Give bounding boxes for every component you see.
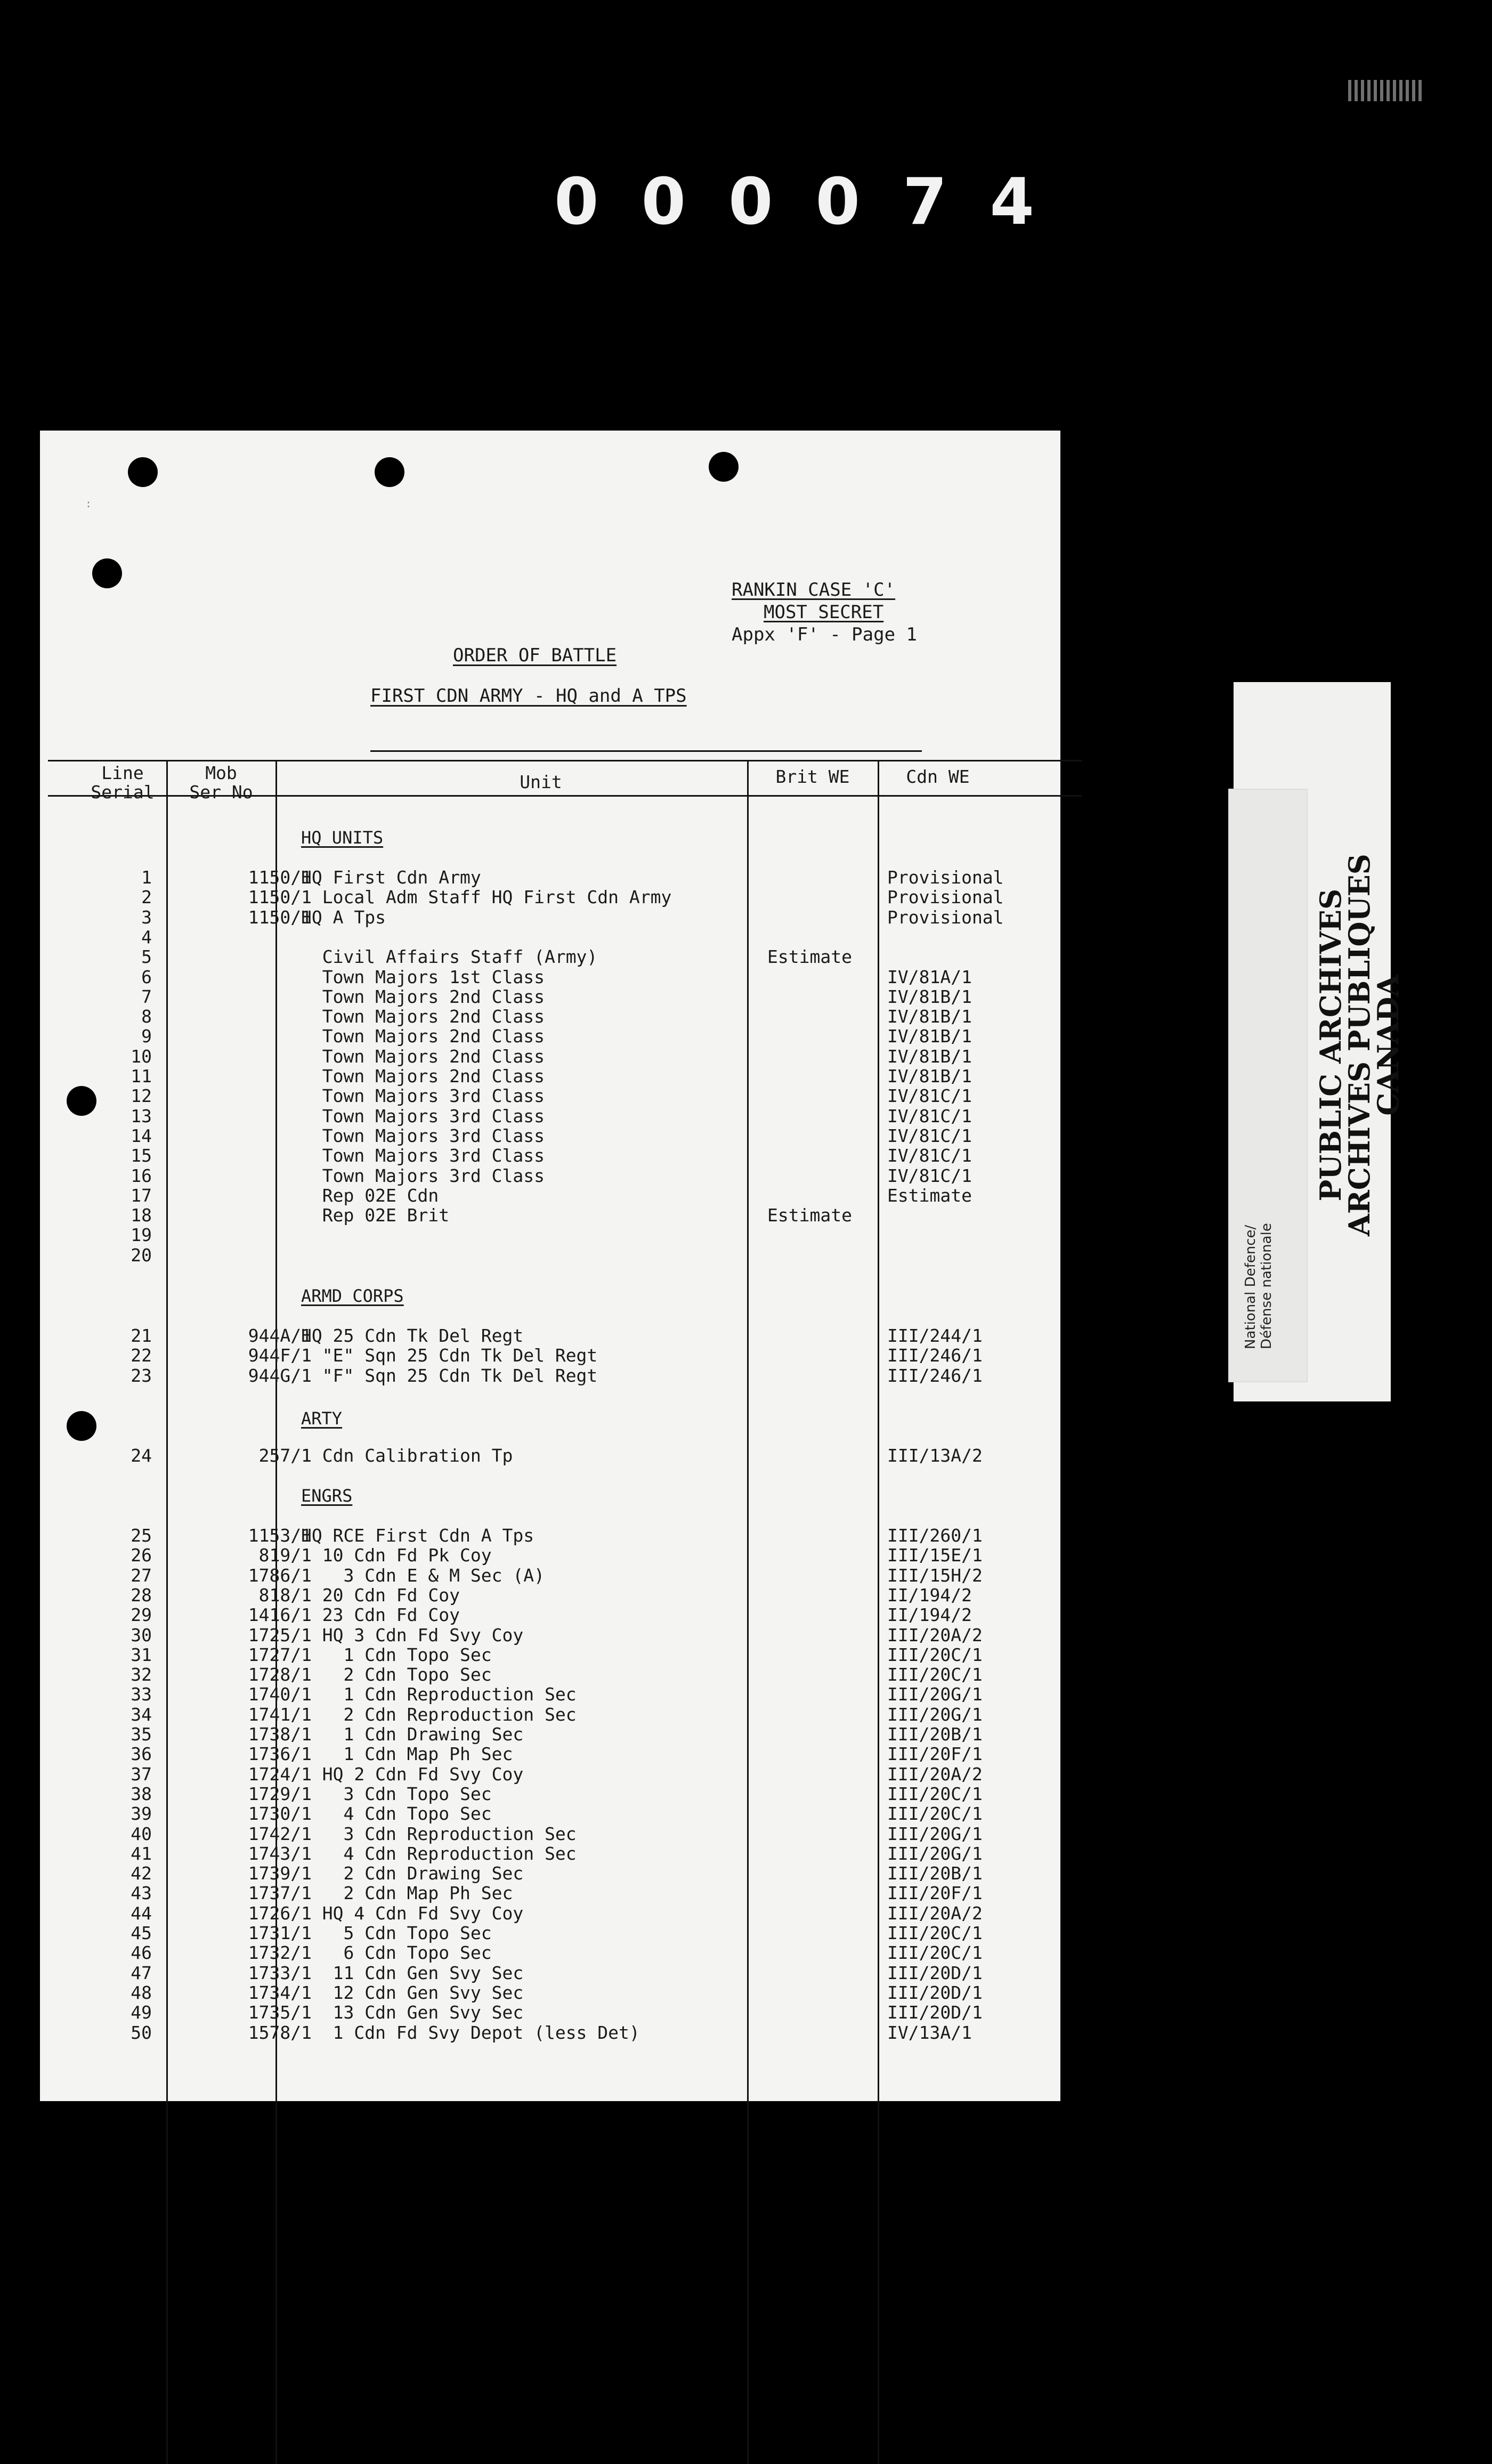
table-row: [40, 1545, 1060, 1565]
punch-hole: [128, 457, 158, 487]
table-row: [40, 1446, 1060, 1465]
cdn-we: Provisional: [887, 867, 1004, 888]
mob-ser-no: 944A/1: [248, 1325, 312, 1346]
cdn-we: IV/81B/1: [887, 1066, 972, 1087]
archive-name-2: ARCHIVES PUBLIQUES: [1342, 854, 1376, 1236]
table-row: [40, 1883, 1060, 1903]
unit-name: Town Majors 2nd Class: [301, 1066, 545, 1087]
table-row: [40, 1605, 1060, 1625]
cdn-we: III/20A/2: [887, 1764, 983, 1785]
table-row: [40, 1205, 1060, 1225]
line-serial: 18: [131, 1205, 152, 1226]
line-serial: 8: [141, 1006, 152, 1027]
header-cdn-we: Cdn WE: [906, 766, 970, 787]
cdn-we: IV/13A/1: [887, 2022, 972, 2043]
mob-ser-no: 1740/1: [248, 1684, 312, 1705]
line-serial: 26: [131, 1545, 152, 1566]
document-subtitle: FIRST CDN ARMY - HQ and A TPS: [370, 685, 687, 707]
table-row: [40, 1346, 1060, 1365]
line-serial: 16: [131, 1165, 152, 1186]
archive-name-1: PUBLIC ARCHIVES: [1313, 888, 1348, 1202]
unit-name: HQ First Cdn Army: [301, 867, 481, 888]
cdn-we: IV/81B/1: [887, 986, 972, 1007]
section-heading: ARTY: [301, 1408, 343, 1429]
unit-name: 2 Cdn Reproduction Sec: [301, 1704, 577, 1725]
line-serial: 32: [131, 1664, 152, 1685]
unit-name: Town Majors 3rd Class: [301, 1085, 545, 1106]
table-top-rule: [370, 750, 922, 752]
table-row: [40, 1146, 1060, 1165]
punch-hole: [67, 1411, 96, 1441]
unit-name: Town Majors 3rd Class: [301, 1125, 545, 1146]
header-mob-ser-no: [168, 764, 274, 802]
header-rule: [48, 760, 1082, 761]
cdn-we: IV/81C/1: [887, 1106, 972, 1126]
table-row: [40, 1245, 1060, 1265]
table-row: [40, 1225, 1060, 1245]
cdn-we: III/20C/1: [887, 1644, 983, 1665]
line-serial: 37: [131, 1764, 152, 1785]
cdn-we: III/20B/1: [887, 1724, 983, 1745]
mob-ser-no: 1727/1: [248, 1644, 312, 1665]
unit-name: 1 Cdn Topo Sec: [301, 1644, 492, 1665]
table-row: [40, 967, 1060, 987]
archive-label-tab: [1228, 789, 1308, 1382]
line-serial: 2: [141, 887, 152, 907]
case-name: RANKIN CASE 'C': [732, 579, 896, 601]
mob-ser-no: 1416/1: [248, 1604, 312, 1625]
mob-ser-no: 1150/1: [248, 887, 312, 907]
table-row: [40, 1923, 1060, 1943]
unit-name: 10 Cdn Fd Pk Coy: [301, 1545, 492, 1566]
mob-ser-no: 1737/1: [248, 1883, 312, 1903]
unit-name: Town Majors 1st Class: [301, 967, 545, 987]
unit-name: 6 Cdn Topo Sec: [301, 1942, 492, 1963]
table-row: [40, 1844, 1060, 1863]
cdn-we: III/20A/2: [887, 1625, 983, 1646]
line-serial: 30: [131, 1625, 152, 1646]
table-row: [40, 1126, 1060, 1146]
line-serial: 3: [141, 907, 152, 928]
line-serial: 42: [131, 1863, 152, 1884]
mob-ser-no: 818/1: [258, 1585, 312, 1606]
table-row: [40, 1963, 1060, 1983]
unit-name: Rep 02E Brit: [301, 1205, 450, 1226]
table-row: [40, 1066, 1060, 1086]
header-line-serial-1: Line: [101, 763, 144, 783]
line-serial: 36: [131, 1744, 152, 1764]
unit-name: HQ A Tps: [301, 907, 386, 928]
unit-name: Town Majors 2nd Class: [301, 1026, 545, 1047]
table-row: [40, 1047, 1060, 1066]
line-serial: 1: [141, 867, 152, 888]
cdn-we: IV/81C/1: [887, 1165, 972, 1186]
cdn-we: IV/81B/1: [887, 1026, 972, 1047]
unit-name: Rep 02E Cdn: [301, 1185, 439, 1206]
mob-ser-no: 1578/1: [248, 2022, 312, 2043]
table-row: [40, 1863, 1060, 1883]
unit-name: HQ RCE First Cdn A Tps: [301, 1525, 534, 1546]
unit-name: "F" Sqn 25 Cdn Tk Del Regt: [301, 1365, 598, 1386]
table-row: [40, 1744, 1060, 1764]
line-serial: 33: [131, 1684, 152, 1705]
brit-we: Estimate: [767, 1205, 852, 1226]
department-line-1: National Defence/: [1243, 1225, 1259, 1349]
table-row: [40, 1705, 1060, 1724]
line-serial: 43: [131, 1883, 152, 1903]
header-mob-2: Ser No: [189, 782, 253, 803]
table-row: [40, 1566, 1060, 1585]
table-row: [40, 1625, 1060, 1645]
unit-name: 4 Cdn Reproduction Sec: [301, 1843, 577, 1864]
cdn-we: III/244/1: [887, 1325, 983, 1346]
unit-name: 20 Cdn Fd Coy: [301, 1585, 460, 1606]
line-serial: 25: [131, 1525, 152, 1546]
table-row: [40, 1086, 1060, 1106]
line-serial: 44: [131, 1903, 152, 1924]
line-serial: 5: [141, 946, 152, 967]
table-row: [40, 1326, 1060, 1346]
cdn-we: IV/81A/1: [887, 967, 972, 987]
section-heading: HQ UNITS: [301, 828, 384, 848]
table-row: [40, 1366, 1060, 1385]
unit-name: 3 Cdn E & M Sec (A): [301, 1565, 545, 1586]
header-brit-we: Brit WE: [775, 766, 850, 787]
line-serial: 39: [131, 1803, 152, 1824]
line-serial: 11: [131, 1066, 152, 1087]
mob-ser-no: 1730/1: [248, 1803, 312, 1824]
cdn-we: III/20D/1: [887, 1963, 983, 1983]
line-serial: 40: [131, 1823, 152, 1844]
table-row: [40, 1684, 1060, 1704]
mob-ser-no: 1726/1: [248, 1903, 312, 1924]
table-row: [40, 868, 1060, 887]
mob-ser-no: 1731/1: [248, 1923, 312, 1943]
cdn-we: III/246/1: [887, 1365, 983, 1386]
cdn-we: III/20C/1: [887, 1923, 983, 1943]
unit-name: 1 Cdn Drawing Sec: [301, 1724, 524, 1745]
table-row: [40, 1903, 1060, 1923]
header-line-serial: [77, 764, 168, 802]
table-row: [40, 1585, 1060, 1605]
line-serial: 15: [131, 1145, 152, 1166]
unit-name: 1 Cdn Calibration Tp: [301, 1445, 513, 1466]
table-row: [40, 1764, 1060, 1784]
mob-ser-no: 1786/1: [248, 1565, 312, 1586]
cdn-we: III/20C/1: [887, 1942, 983, 1963]
unit-name: Town Majors 2nd Class: [301, 986, 545, 1007]
line-serial: 10: [131, 1046, 152, 1067]
table-row: [40, 1645, 1060, 1665]
line-serial: 14: [131, 1125, 152, 1146]
header-line-serial-2: Serial: [91, 782, 155, 803]
mob-ser-no: 1733/1: [248, 1963, 312, 1983]
table-row: [40, 1824, 1060, 1844]
cdn-we: Provisional: [887, 887, 1004, 907]
archive-name: [1313, 854, 1405, 1236]
cdn-we: II/194/2: [887, 1585, 972, 1606]
line-serial: 20: [131, 1245, 152, 1266]
classification-block: [732, 579, 917, 646]
line-serial: 13: [131, 1106, 152, 1126]
line-serial: 4: [141, 927, 152, 947]
section-heading: ARMD CORPS: [301, 1286, 404, 1306]
cdn-we: III/20C/1: [887, 1803, 983, 1824]
cdn-we: II/194/2: [887, 1604, 972, 1625]
punch-hole: [92, 558, 122, 588]
cdn-we: III/20B/1: [887, 1863, 983, 1884]
unit-name: 1 Cdn Fd Svy Depot (less Det): [301, 2022, 640, 2043]
table-row: [40, 1724, 1060, 1744]
unit-name: 1 Cdn Map Ph Sec: [301, 1744, 513, 1764]
cdn-we: III/20D/1: [887, 2002, 983, 2023]
line-serial: 47: [131, 1963, 152, 1983]
document-sheet: [40, 431, 1060, 2101]
mob-ser-no: 257/1: [258, 1445, 312, 1466]
department-name: [1243, 1223, 1275, 1349]
line-serial: 19: [131, 1225, 152, 1245]
mob-ser-no: 1742/1: [248, 1823, 312, 1844]
line-serial: 45: [131, 1923, 152, 1943]
unit-name: HQ 4 Cdn Fd Svy Coy: [301, 1903, 524, 1924]
table-row: [40, 1526, 1060, 1545]
brit-we: Estimate: [767, 946, 852, 967]
mob-ser-no: 819/1: [258, 1545, 312, 1566]
cdn-we: III/15E/1: [887, 1545, 983, 1566]
line-serial: 17: [131, 1185, 152, 1206]
line-serial: 22: [131, 1345, 152, 1366]
cdn-we: III/260/1: [887, 1525, 983, 1546]
mob-ser-no: 1725/1: [248, 1625, 312, 1646]
cdn-we: III/20G/1: [887, 1684, 983, 1705]
cdn-we: III/20C/1: [887, 1784, 983, 1804]
mob-ser-no: 1153/1: [248, 1525, 312, 1546]
line-serial: 24: [131, 1445, 152, 1466]
unit-name: 2 Cdn Topo Sec: [301, 1664, 492, 1685]
table-row: [40, 1106, 1060, 1126]
cdn-we: Estimate: [887, 1185, 972, 1206]
appendix-reference: Appx 'F' - Page 1: [732, 624, 917, 645]
cdn-we: IV/81C/1: [887, 1085, 972, 1106]
line-serial: 21: [131, 1325, 152, 1346]
table-row: [40, 947, 1060, 967]
cdn-we: III/20F/1: [887, 1744, 983, 1764]
line-serial: 50: [131, 2022, 152, 2043]
line-serial: 28: [131, 1585, 152, 1606]
line-serial: 9: [141, 1026, 152, 1047]
archive-name-3: CANADA: [1371, 974, 1405, 1116]
line-serial: 49: [131, 2002, 152, 2023]
line-serial: 12: [131, 1085, 152, 1106]
header-unit: Unit: [520, 772, 562, 792]
mob-ser-no: 1732/1: [248, 1942, 312, 1963]
line-serial: 6: [141, 967, 152, 987]
cdn-we: III/20C/1: [887, 1664, 983, 1685]
mob-ser-no: 1743/1: [248, 1843, 312, 1864]
unit-name: 3 Cdn Reproduction Sec: [301, 1823, 577, 1844]
punch-hole: [375, 457, 404, 487]
unit-name: HQ 25 Cdn Tk Del Regt: [301, 1325, 524, 1346]
cdn-we: IV/81C/1: [887, 1145, 972, 1166]
table-row: [40, 1186, 1060, 1205]
table-row: [40, 987, 1060, 1007]
mob-ser-no: 1736/1: [248, 1744, 312, 1764]
document-title: ORDER OF BATTLE: [453, 645, 617, 666]
mob-ser-no: 1735/1: [248, 2002, 312, 2023]
unit-name: Civil Affairs Staff (Army): [301, 946, 598, 967]
table-row: [40, 1026, 1060, 1046]
line-serial: 46: [131, 1942, 152, 1963]
line-serial: 31: [131, 1644, 152, 1665]
unit-name: 2 Cdn Map Ph Sec: [301, 1883, 513, 1903]
unit-name: 4 Cdn Topo Sec: [301, 1803, 492, 1824]
stray-mark: :: [85, 497, 92, 510]
mob-ser-no: 1150/1: [248, 867, 312, 888]
mob-ser-no: 944G/1: [248, 1365, 312, 1386]
mob-ser-no: 1741/1: [248, 1704, 312, 1725]
section-heading: ENGRS: [301, 1486, 353, 1506]
table-row: [40, 1784, 1060, 1804]
frame-number: 000074: [554, 165, 1077, 239]
cdn-we: IV/81B/1: [887, 1006, 972, 1027]
table-row: [40, 1804, 1060, 1823]
table-row: [40, 927, 1060, 947]
table-row: [40, 1983, 1060, 2003]
cdn-we: III/15H/2: [887, 1565, 983, 1586]
unit-name: 23 Cdn Fd Coy: [301, 1604, 460, 1625]
unit-name: Local Adm Staff HQ First Cdn Army: [301, 887, 672, 907]
mob-ser-no: 1728/1: [248, 1664, 312, 1685]
cdn-we: III/20F/1: [887, 1883, 983, 1903]
table-row: [40, 2003, 1060, 2022]
line-serial: 34: [131, 1704, 152, 1725]
cdn-we: Provisional: [887, 907, 1004, 928]
unit-name: 3 Cdn Topo Sec: [301, 1784, 492, 1804]
mob-ser-no: 1729/1: [248, 1784, 312, 1804]
table-row: [40, 907, 1060, 927]
table-row: [40, 2023, 1060, 2042]
mob-ser-no: 1739/1: [248, 1863, 312, 1884]
mob-ser-no: 1150/1: [248, 907, 312, 928]
table-row: [40, 1665, 1060, 1684]
cdn-we: III/20G/1: [887, 1843, 983, 1864]
unit-name: Town Majors 2nd Class: [301, 1046, 545, 1067]
classification: MOST SECRET: [764, 602, 884, 623]
cdn-we: III/246/1: [887, 1345, 983, 1366]
cdn-we: III/20G/1: [887, 1704, 983, 1725]
unit-name: 1 Cdn Reproduction Sec: [301, 1684, 577, 1705]
unit-name: 12 Cdn Gen Svy Sec: [301, 1982, 524, 2003]
header-mob-1: Mob: [205, 763, 237, 783]
mob-ser-no: 1724/1: [248, 1764, 312, 1785]
table-row: [40, 887, 1060, 907]
cdn-we: III/20D/1: [887, 1982, 983, 2003]
line-serial: 48: [131, 1982, 152, 2003]
table-row: [40, 1166, 1060, 1186]
unit-name: Town Majors 3rd Class: [301, 1106, 545, 1126]
unit-name: HQ 2 Cdn Fd Svy Coy: [301, 1764, 524, 1785]
unit-name: 2 Cdn Drawing Sec: [301, 1863, 524, 1884]
unit-name: HQ 3 Cdn Fd Svy Coy: [301, 1625, 524, 1646]
mob-ser-no: 1734/1: [248, 1982, 312, 2003]
department-line-2: Défense nationale: [1259, 1223, 1275, 1349]
line-serial: 41: [131, 1843, 152, 1864]
cdn-we: III/13A/2: [887, 1445, 983, 1466]
unit-name: 5 Cdn Topo Sec: [301, 1923, 492, 1943]
unit-name: Town Majors 2nd Class: [301, 1006, 545, 1027]
cdn-we: IV/81B/1: [887, 1046, 972, 1067]
table-row: [40, 1943, 1060, 1963]
unit-name: 13 Cdn Gen Svy Sec: [301, 2002, 524, 2023]
line-serial: 35: [131, 1724, 152, 1745]
line-serial: 38: [131, 1784, 152, 1804]
film-edge-mark: [1348, 80, 1423, 101]
line-serial: 23: [131, 1365, 152, 1386]
unit-name: 11 Cdn Gen Svy Sec: [301, 1963, 524, 1983]
line-serial: 27: [131, 1565, 152, 1586]
mob-ser-no: 1738/1: [248, 1724, 312, 1745]
mob-ser-no: 944F/1: [248, 1345, 312, 1366]
cdn-we: III/20G/1: [887, 1823, 983, 1844]
cdn-we: III/20A/2: [887, 1903, 983, 1924]
line-serial: 7: [141, 986, 152, 1007]
punch-hole: [709, 452, 739, 482]
unit-name: Town Majors 3rd Class: [301, 1165, 545, 1186]
line-serial: 29: [131, 1604, 152, 1625]
cdn-we: IV/81C/1: [887, 1125, 972, 1146]
unit-name: "E" Sqn 25 Cdn Tk Del Regt: [301, 1345, 598, 1366]
table-row: [40, 1007, 1060, 1026]
unit-name: Town Majors 3rd Class: [301, 1145, 545, 1166]
